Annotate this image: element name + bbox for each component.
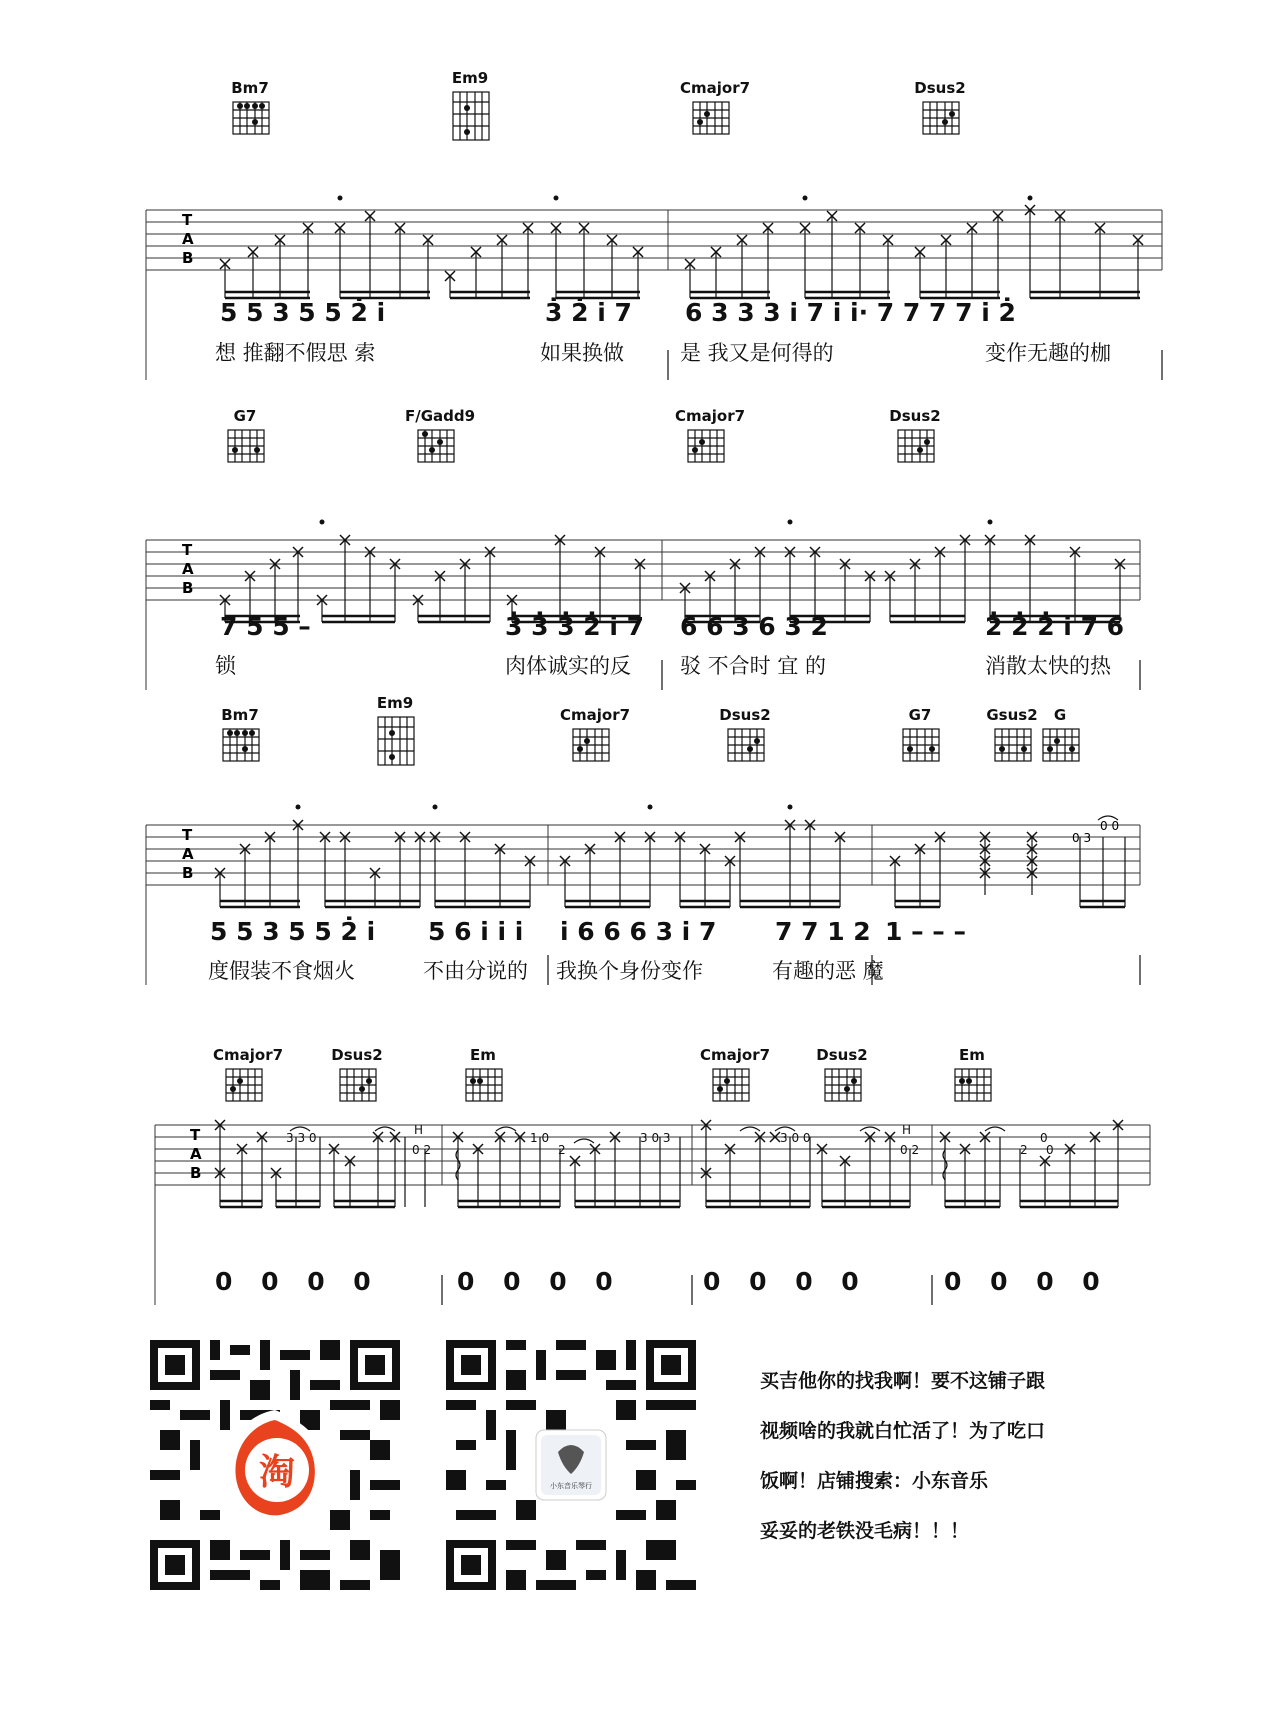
- chord-grid-icon: [682, 426, 728, 466]
- chord-grid-icon: [917, 98, 963, 138]
- chord-name: G: [1053, 706, 1067, 724]
- chord-grid-icon: [722, 725, 768, 765]
- chord-diagram: [365, 695, 425, 769]
- chord-diagram: [812, 1047, 872, 1105]
- chord-grid-icon: [222, 426, 268, 466]
- taobao-qr-code: [150, 1340, 400, 1594]
- jianpu-notation: 0 0 0 0: [215, 1267, 371, 1296]
- svg-text:0 2: 0 2: [412, 1143, 432, 1157]
- chord-grid-icon: [227, 98, 273, 138]
- lyrics-line: 我换个身份变作: [556, 959, 703, 983]
- lyrics-line: 不由分说的: [423, 959, 528, 983]
- jianpu-notation: 7 5 5 –: [220, 612, 311, 641]
- svg-text:B: B: [182, 249, 194, 267]
- chord-name: G7: [908, 706, 932, 724]
- svg-text:H: H: [414, 1123, 424, 1137]
- tab-system-2: [0, 390, 1272, 690]
- promo-text: [760, 1356, 1045, 1556]
- chord-name: Em: [470, 1046, 496, 1064]
- chord-name: Cmajor7: [675, 407, 746, 425]
- chord-name: Dsus2: [889, 407, 941, 425]
- chord-name: Dsus2: [331, 1046, 383, 1064]
- svg-text:H: H: [902, 1123, 912, 1137]
- lyrics-line: 肉体诚实的反: [505, 654, 631, 678]
- jianpu-notation: 6 3 3 3 i̇ 7 i̇ i̇· 7 7 7 7 i̇ 2̇: [685, 298, 1016, 327]
- chord-grid-icon: [447, 88, 493, 144]
- chord-name: Bm7: [231, 79, 269, 97]
- chord-diagram: [405, 407, 476, 466]
- lyrics-line: 是 我又是何得的: [680, 341, 834, 365]
- chord-grid-icon: [1037, 725, 1083, 765]
- chord-diagram: [327, 1047, 387, 1105]
- chord-grid-icon: [334, 1065, 380, 1105]
- jianpu-notation: 3̇ 3̇ 3̇ 2̇ i̇ 7: [505, 612, 645, 641]
- chord-diagram: [560, 706, 631, 765]
- svg-text:B: B: [182, 864, 194, 882]
- chord-name: Bm7: [221, 706, 259, 724]
- lyrics-line: 有趣的恶 魔: [772, 959, 884, 983]
- chord-name: Dsus2: [719, 706, 771, 724]
- qr-code-icon: [150, 1340, 400, 1590]
- lyrics-line: 锁: [215, 654, 236, 678]
- jianpu-notation: 2̇ 2̇ 2̇ i̇ 7 6: [985, 612, 1125, 641]
- jianpu-notation: 5 6 i̇ i̇ i̇: [428, 917, 524, 946]
- chord-diagram: [220, 80, 280, 138]
- chord-diagram: [453, 1047, 513, 1105]
- svg-text:A: A: [182, 845, 194, 863]
- jianpu-notation: 1 – – –: [885, 917, 967, 946]
- chord-grid-icon: [372, 713, 418, 769]
- tab-system-4: [0, 1045, 1272, 1305]
- chord-diagram: [700, 1046, 771, 1105]
- svg-text:3 0 0: 3 0 0: [780, 1131, 811, 1145]
- chord-name: Cmajor7: [560, 706, 631, 724]
- chord-grid-icon: [460, 1065, 506, 1105]
- svg-text:3 3 0: 3 3 0: [286, 1131, 317, 1145]
- svg-text:B: B: [190, 1164, 202, 1182]
- chord-grid-icon: [897, 725, 943, 765]
- shop-qr-code: [446, 1340, 696, 1594]
- chord-diagram: [942, 1047, 1002, 1105]
- chord-grid-icon: [567, 725, 613, 765]
- svg-text:2: 2: [1020, 1143, 1028, 1157]
- chord-diagram: [910, 80, 970, 138]
- chord-diagram: [675, 407, 746, 466]
- chord-name: Cmajor7: [680, 79, 751, 97]
- promo-line: 买吉他你的找我啊！要不这铺子跟: [760, 1370, 1046, 1392]
- lyrics-line: 如果换做: [540, 341, 624, 365]
- chord-grid-icon: [892, 426, 938, 466]
- svg-text:1 0: 1 0: [530, 1131, 550, 1145]
- chord-name: Dsus2: [914, 79, 966, 97]
- chord-diagram: [213, 1046, 284, 1105]
- svg-text:A: A: [190, 1145, 202, 1163]
- jianpu-notation: 0 0 0 0: [703, 1267, 859, 1296]
- lyrics-line: 驳 不合时 宜 的: [680, 654, 827, 678]
- chord-grid-icon: [687, 98, 733, 138]
- chord-diagram: [715, 707, 775, 765]
- chord-diagram: [1030, 707, 1090, 765]
- chord-name: Dsus2: [816, 1046, 868, 1064]
- chord-name: Cmajor7: [213, 1046, 284, 1064]
- chord-diagram: [215, 408, 275, 466]
- lyrics-line: 消散太快的热: [985, 654, 1111, 678]
- chord-diagram: [680, 79, 751, 138]
- tab-staff: [0, 1105, 1272, 1345]
- svg-text:0 0: 0 0: [1100, 819, 1120, 833]
- svg-text:T: T: [182, 541, 193, 559]
- jianpu-notation: 5 5 3 5 5 2̇ i̇: [220, 298, 386, 327]
- chord-name: Em9: [376, 694, 414, 712]
- lyrics-line: 想 推翻不假思 索: [215, 341, 376, 365]
- svg-text:0 3: 0 3: [1072, 831, 1092, 845]
- jianpu-notation: 0 0 0 0: [457, 1267, 613, 1296]
- chord-diagram: [440, 70, 500, 144]
- svg-text:A: A: [182, 230, 194, 248]
- svg-text:0: 0: [1046, 1143, 1054, 1157]
- promo-line: 妥妥的老铁没毛病！！！: [760, 1520, 970, 1542]
- chord-grid-icon: [217, 725, 263, 765]
- tab-system-3: [0, 695, 1272, 995]
- svg-text:T: T: [190, 1126, 201, 1144]
- svg-text:3 0 3: 3 0 3: [640, 1131, 671, 1145]
- promo-line: 饭啊！店铺搜索：小东音乐: [760, 1470, 989, 1492]
- svg-text:0: 0: [1040, 1131, 1048, 1145]
- shop-badge: 小东音乐琴行: [550, 1482, 592, 1490]
- chord-name: F/Gadd9: [405, 407, 476, 425]
- chord-grid-icon: [819, 1065, 865, 1105]
- chord-grid-icon: [412, 426, 458, 466]
- chord-name: Em: [959, 1046, 985, 1064]
- chord-name: Em9: [451, 69, 489, 87]
- tab-system-1: [0, 60, 1272, 365]
- chord-grid-icon: [989, 725, 1035, 765]
- svg-text:A: A: [182, 560, 194, 578]
- jianpu-notation: 5 5 3 5 5 2̇ i̇: [210, 917, 376, 946]
- chord-diagram: [890, 707, 950, 765]
- svg-text:T: T: [182, 826, 193, 844]
- svg-text:2: 2: [558, 1143, 566, 1157]
- jianpu-notation: 0 0 0 0: [944, 1267, 1100, 1296]
- chord-name: G7: [233, 407, 257, 425]
- lyrics-line: 度假装不食烟火: [208, 959, 355, 983]
- qr-code-icon: [446, 1340, 696, 1590]
- taobao-badge: 淘: [258, 1452, 296, 1493]
- chord-grid-icon: [707, 1065, 753, 1105]
- chord-name: Gsus2: [986, 706, 1038, 724]
- jianpu-notation: 3̇ 2̇ i̇ 7: [545, 298, 632, 327]
- promo-line: 视频啥的我就白忙活了！为了吃口: [760, 1420, 1046, 1442]
- chord-diagram: [210, 707, 270, 765]
- jianpu-notation: i̇ 6 6 6 3 i̇ 7: [560, 917, 717, 946]
- svg-text:T: T: [182, 211, 193, 229]
- chord-name: Cmajor7: [700, 1046, 771, 1064]
- jianpu-notation: 6 6 3 6 3 2̇: [680, 612, 828, 641]
- chord-diagram: [885, 408, 945, 466]
- lyrics-line: 变作无趣的枷: [985, 341, 1111, 365]
- svg-text:0 2: 0 2: [900, 1143, 920, 1157]
- chord-grid-icon: [949, 1065, 995, 1105]
- chord-grid-icon: [220, 1065, 266, 1105]
- jianpu-notation: 7 7 1 2: [775, 917, 871, 946]
- svg-text:B: B: [182, 579, 194, 597]
